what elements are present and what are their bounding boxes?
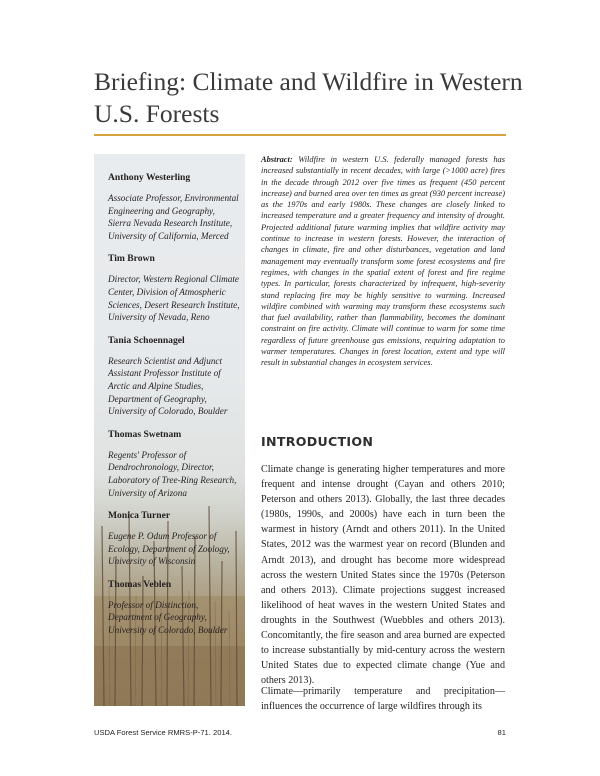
author-name: Thomas Swetnam [108,428,182,440]
author-name: Tim Brown [108,253,155,265]
author-affiliation: Professor of Distinction, Department of Geography, University of Colorado, Boulder [108,599,228,636]
author-list [108,172,240,648]
author-affiliation: Research Scientist and Adjunct Assistant Professor Institute of Arctic and Alpine Studies, Department of Geography, University of Colorado, Boulder [108,355,228,417]
abstract [261,154,505,369]
author-entry [108,579,240,637]
abstract-label: Abstract: [261,155,293,164]
author-affiliation: Director, Western Regional Climate Center, Division of Atmospheric Sciences, Desert Research Institute, University of Nevada, Reno [108,274,240,323]
author-sidebar [94,154,245,706]
author-entry [108,335,240,418]
body-paragraph: Climate—primarily temperature and precipitation—influences the occurrence of large wildfires through its [261,686,505,713]
footer-citation: USDA Forest Service RMRS-P-71. 2014. [94,728,232,737]
author-affiliation: Regents' Professor of Dendrochronology, Director, Laboratory of Tree-Ring Research, University of Arizona [108,449,237,498]
page-title: Briefing: Climate and Wildfire in Western U.S. Forests [94,67,523,128]
section-heading-introduction: INTRODUCTION [261,434,374,449]
author-entry [108,510,240,568]
author-entry [108,253,240,323]
abstract-text: Wildfire in western U.S. federally managed forests has increased substantially in recent decades, with large (>1000 acre) fires in the decade through 2012 over five times as frequent (450 percent increase) and burned area over ten times as great (930 percent increase) as the 1970s and early 1980s. These changes are closely linked to increased temperature and a greater frequency and intensity of drought. Projected additional future warming implies that wildfire activity may continue to increase in western forests. However, the interaction of changes in climate, fire and other disturbances, vegetation and land management may eventually transform some forest ecosystems and fire regimes, with changes in the spatial extent of forest and fire regime types. In particular, forests characterized by infrequent, high-severity stand replacing fire may be highly sensitive to warming. Increased wildfire combined with warming may transform these ecosystems such that fuel availability, rather than flammability, becomes the dominant constraint on fire activity. Climate will continue to warm for some time regardless of future greenhouse gas emissions, requiring adaptation to warmer temperatures. Changes in forest location, extent and type will result in substantial changes in ecosystem services. [261,155,506,368]
author-entry [108,429,240,499]
author-name: Monica Turner [108,510,171,522]
author-name: Tania Schoennagel [108,334,185,346]
author-entry [108,172,240,242]
author-affiliation: Eugene P. Odum Professor of Ecology, Department of Zoology, University of Wisconsin [108,531,230,567]
body-paragraph: Climate change is generating higher temperatures and more frequent and intense drought (Cayan and others 2010; Peterson and others 2013). Globally, the last three decades (1980s, 1990s, and 2000s) have each in turn been the warmest in history (Arndt and others 2011). In the United States, 2012 was the warmest year on record (Blunden and Arndt 2013), and drought has become more widespread across the western United States since the 1970s (Peterson and others 2013). Climate projections suggest increased likelihood of heat waves in the western United States and droughts in the Southwest (Wuebbles and others 2013). Concomitantly, the fire season and area burned are expected to increase substantially by mid-century across the western United States due to expected climate change (Yue and others 2013). [261,464,505,687]
title-rule [94,134,506,136]
author-name: Thomas Veblen [108,578,172,590]
page-number: 81 [497,728,506,737]
author-affiliation: Associate Professor, Environmental Engineering and Geography, Sierra Nevada Research Institute, University of California, Merced [108,193,239,241]
author-name: Anthony Westerling [108,172,191,183]
